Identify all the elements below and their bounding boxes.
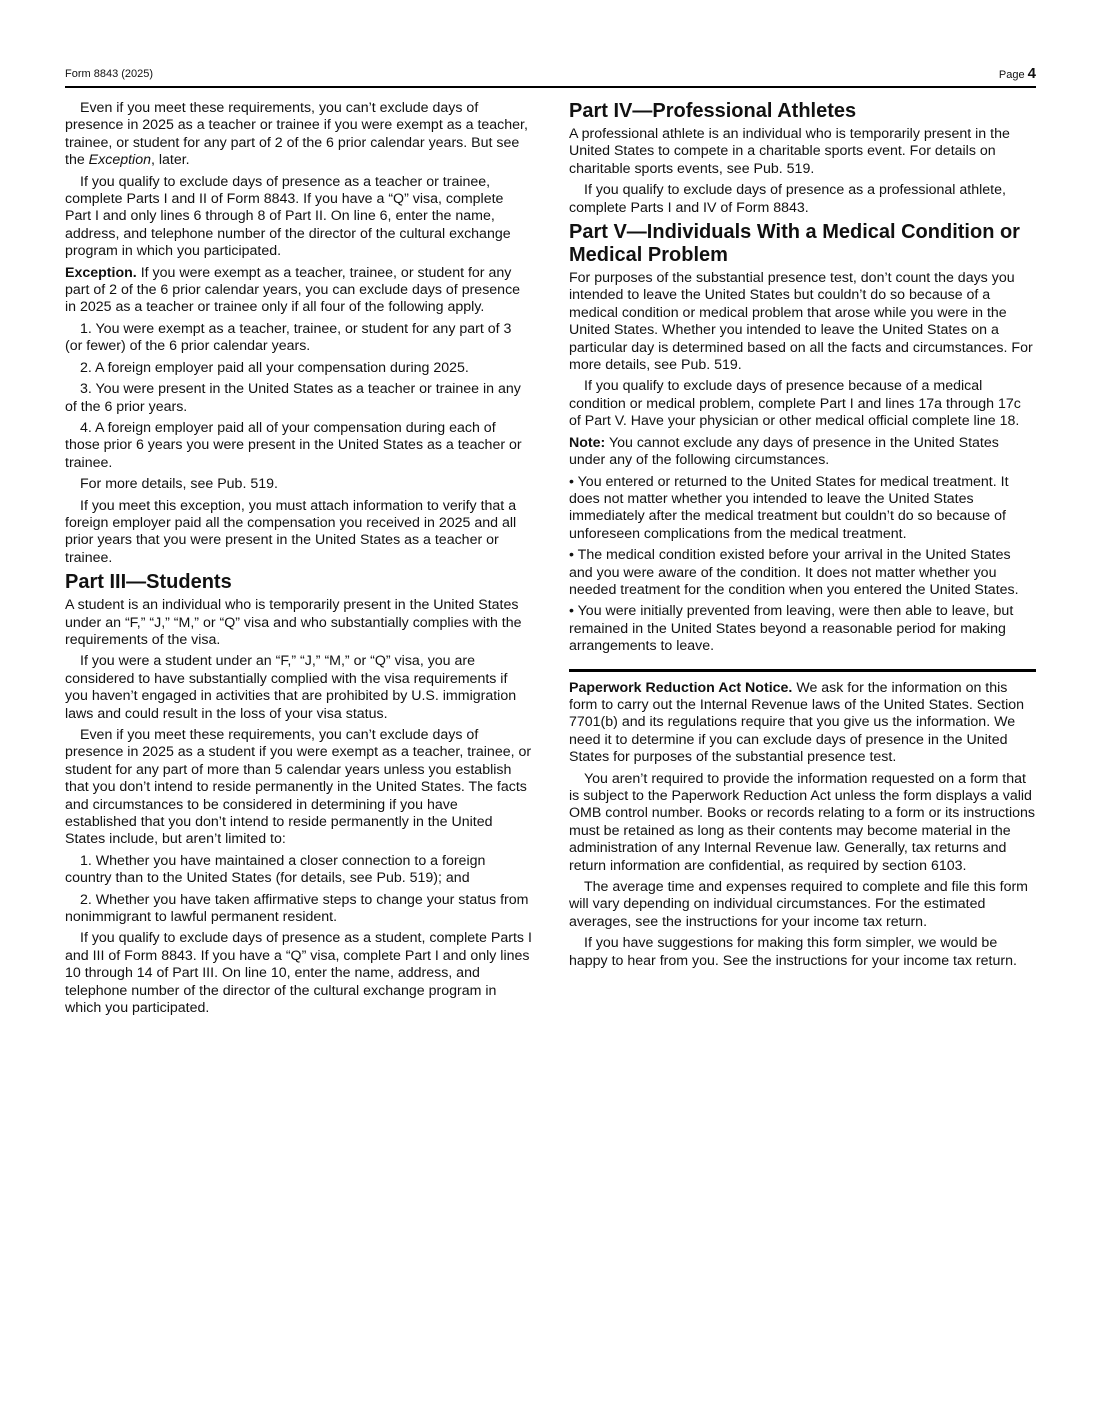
page-number: 4 bbox=[1027, 65, 1036, 82]
text-span: You cannot exclude any days of presence in the United States under any of the following circumstances. bbox=[569, 434, 999, 469]
exception-item-1: 1. You were exempt as a teacher, trainee, or student for any part of 3 (or fewer) of the 6 prior calendar years. bbox=[65, 320, 512, 355]
note-paragraph bbox=[569, 435, 1036, 470]
teacher-qualify-paragraph: If you qualify to exclude days of presence as a teacher or trainee, complete Parts I and II of Form 8843. If you have a “Q” visa, complete Part I and only lines 6 through 8 of Part II. On line 6, enter the name, address, and telephone number of the director of the cultural exchange program in which you participated. bbox=[65, 173, 511, 260]
bullet-item-1: • You entered or returned to the United States for medical treatment. It does not matter whether you intended to leave the United States immediately after the medical treatment but couldn’t do so because of unforeseen complications from the medical treatment. bbox=[569, 473, 1009, 542]
more-details-paragraph: For more details, see Pub. 519. bbox=[80, 476, 278, 493]
suggestions-paragraph: If you have suggestions for making this form simpler, we would be happy to hear from you. See the instructions for your income tax return. bbox=[569, 935, 1017, 969]
left-column bbox=[65, 100, 532, 1022]
part-v-heading: Part V—Individuals With a Medical Condition or Medical Problem bbox=[569, 221, 1020, 267]
time-estimate-paragraph: The average time and expenses required to complete and file this form will vary depending on individual circumstances. For the estimated averages, see the instructions for your income tax return. bbox=[569, 879, 1028, 930]
text-span: If you were exempt as a teacher, trainee, or student for any part of 2 of the 6 prior calendar years, you can exclude days of presence in 2025 as a teacher or trainee only if all four of the following apply. bbox=[65, 264, 521, 316]
exception-item-2: 2. A foreign employer paid all your compensation during 2025. bbox=[80, 359, 469, 376]
part-iii-heading: Part III—Students bbox=[65, 571, 232, 594]
text-span: Even if you meet these requirements, you can’t exclude days of presence in 2025 as a teacher or trainee if you were exempt as a teacher, trainee, or student for any part of 2 of the 6 prior calendar years. But see the bbox=[65, 100, 528, 169]
page-number-label bbox=[999, 65, 1036, 82]
text-span: , later. bbox=[150, 152, 190, 169]
form-identifier: Form 8843 (2025) bbox=[65, 68, 154, 80]
bullet-item-2: • The medical condition existed before your arrival in the United States and you were aware of the condition. It does not matter whether you needed treatment for the condition when you entered the United States. bbox=[569, 547, 1019, 598]
student-item-1: 1. Whether you have maintained a closer connection to a foreign country than to the United States (for details, see Pub. 519); and bbox=[65, 852, 486, 887]
exception-item-4: 4. A foreign employer paid all of your compensation during each of those prior 6 years you were present in the United States as a teacher or trainee. bbox=[65, 419, 522, 471]
omb-paragraph: You aren’t required to provide the information requested on a form that is subject to the Paperwork Reduction Act unless the form displays a valid OMB control number. Books or records relating to a form or its instructions must be retained as long as their contents may become material in the administration of any Internal Revenue law. Generally, tax returns and return information are confidential, as required by section 6103. bbox=[569, 770, 1036, 874]
exception-reference: Exception bbox=[88, 152, 151, 169]
text-span: We ask for the information on this form to carry out the Internal Revenue laws of the United States. Section 7701(b) and its regulations require that you give us the information. We need it to determine if you can exclude days of presence in the United States for purposes of the substantial presence test. bbox=[569, 679, 1025, 766]
athlete-definition-paragraph: A professional athlete is an individual who is temporarily present in the United States to compete in a charitable sports event. For details on charitable sports events, see Pub. 519. bbox=[569, 126, 1010, 177]
section-divider bbox=[569, 669, 1036, 672]
medical-qualify-paragraph: If you qualify to exclude days of presence because of a medical condition or medical problem, complete Part I and lines 17a through 17c of Part V. Have your physician or other medical official complete line 18. bbox=[569, 378, 1021, 430]
attach-information-paragraph: If you meet this exception, you must attach information to verify that a foreign employer paid all the compensation you received in 2025 and all prior years that you were present in the United States as a teacher or trainee. bbox=[65, 497, 517, 566]
athlete-qualify-paragraph: If you qualify to exclude days of presence as a professional athlete, complete Parts I and IV of Form 8843. bbox=[569, 182, 1006, 216]
note-label: Note: bbox=[569, 434, 606, 451]
exception-item-3: 3. You were present in the United States as a teacher or trainee in any of the 6 prior years. bbox=[65, 381, 521, 415]
paperwork-notice-paragraph bbox=[569, 680, 1036, 767]
teacher-requirements-paragraph bbox=[65, 100, 532, 170]
paperwork-notice-label: Paperwork Reduction Act Notice. bbox=[569, 679, 793, 696]
student-definition-paragraph: A student is an individual who is temporarily present in the United States under an “F,” “J,” “M,” or “Q” visa and who substantially complies with the requirements of the visa. bbox=[65, 597, 522, 648]
part-iv-heading: Part IV—Professional Athletes bbox=[569, 100, 857, 122]
page-label: Page bbox=[998, 69, 1025, 81]
student-compliance-paragraph: If you were a student under an “F,” “J,” “M,” or “Q” visa, you are considered to have substantially complied with the visa requirements if you haven’t engaged in activities that are prohibited by U.S. immigration laws and could result in the loss of your visa status. bbox=[65, 653, 517, 722]
page-header bbox=[65, 64, 1036, 88]
right-column bbox=[569, 100, 1036, 974]
student-qualify-paragraph: If you qualify to exclude days of presence as a student, complete Parts I and III of Form 8843. If you have a “Q” visa, complete Part I and only lines 10 through 14 of Part III. On line 10, enter the name, address, and telephone number of the director of the cultural exchange program in which you participated. bbox=[65, 930, 532, 1017]
student-requirements-paragraph: Even if you meet these requirements, you can’t exclude days of presence in 2025 as a student if you were exempt as a teacher, trainee, or student for any part of more than 5 calendar years unless you establish that you don’t intend to reside permanently in the United States. The facts and circumstances to be considered in determining if you have established that you don’t intend to reside permanently in the United States include, but aren’t limited to: bbox=[65, 727, 532, 848]
bullet-item-3: • You were initially prevented from leaving, were then able to leave, but remained in the United States beyond a reasonable period for making arrangements to leave. bbox=[569, 603, 1014, 655]
exception-label: Exception. bbox=[65, 264, 137, 281]
medical-definition-paragraph: For purposes of the substantial presence test, don’t count the days you intended to leave the United States but couldn’t do so because of a medical condition or medical problem that arose while you were in the United States. Whether you intended to leave the United States on a particular day is determined based on all the facts and circumstances. For more details, see Pub. 519. bbox=[569, 270, 1033, 374]
exception-paragraph bbox=[65, 265, 532, 317]
student-item-2: 2. Whether you have taken affirmative steps to change your status from nonimmigrant to lawful permanent resident. bbox=[65, 891, 529, 926]
